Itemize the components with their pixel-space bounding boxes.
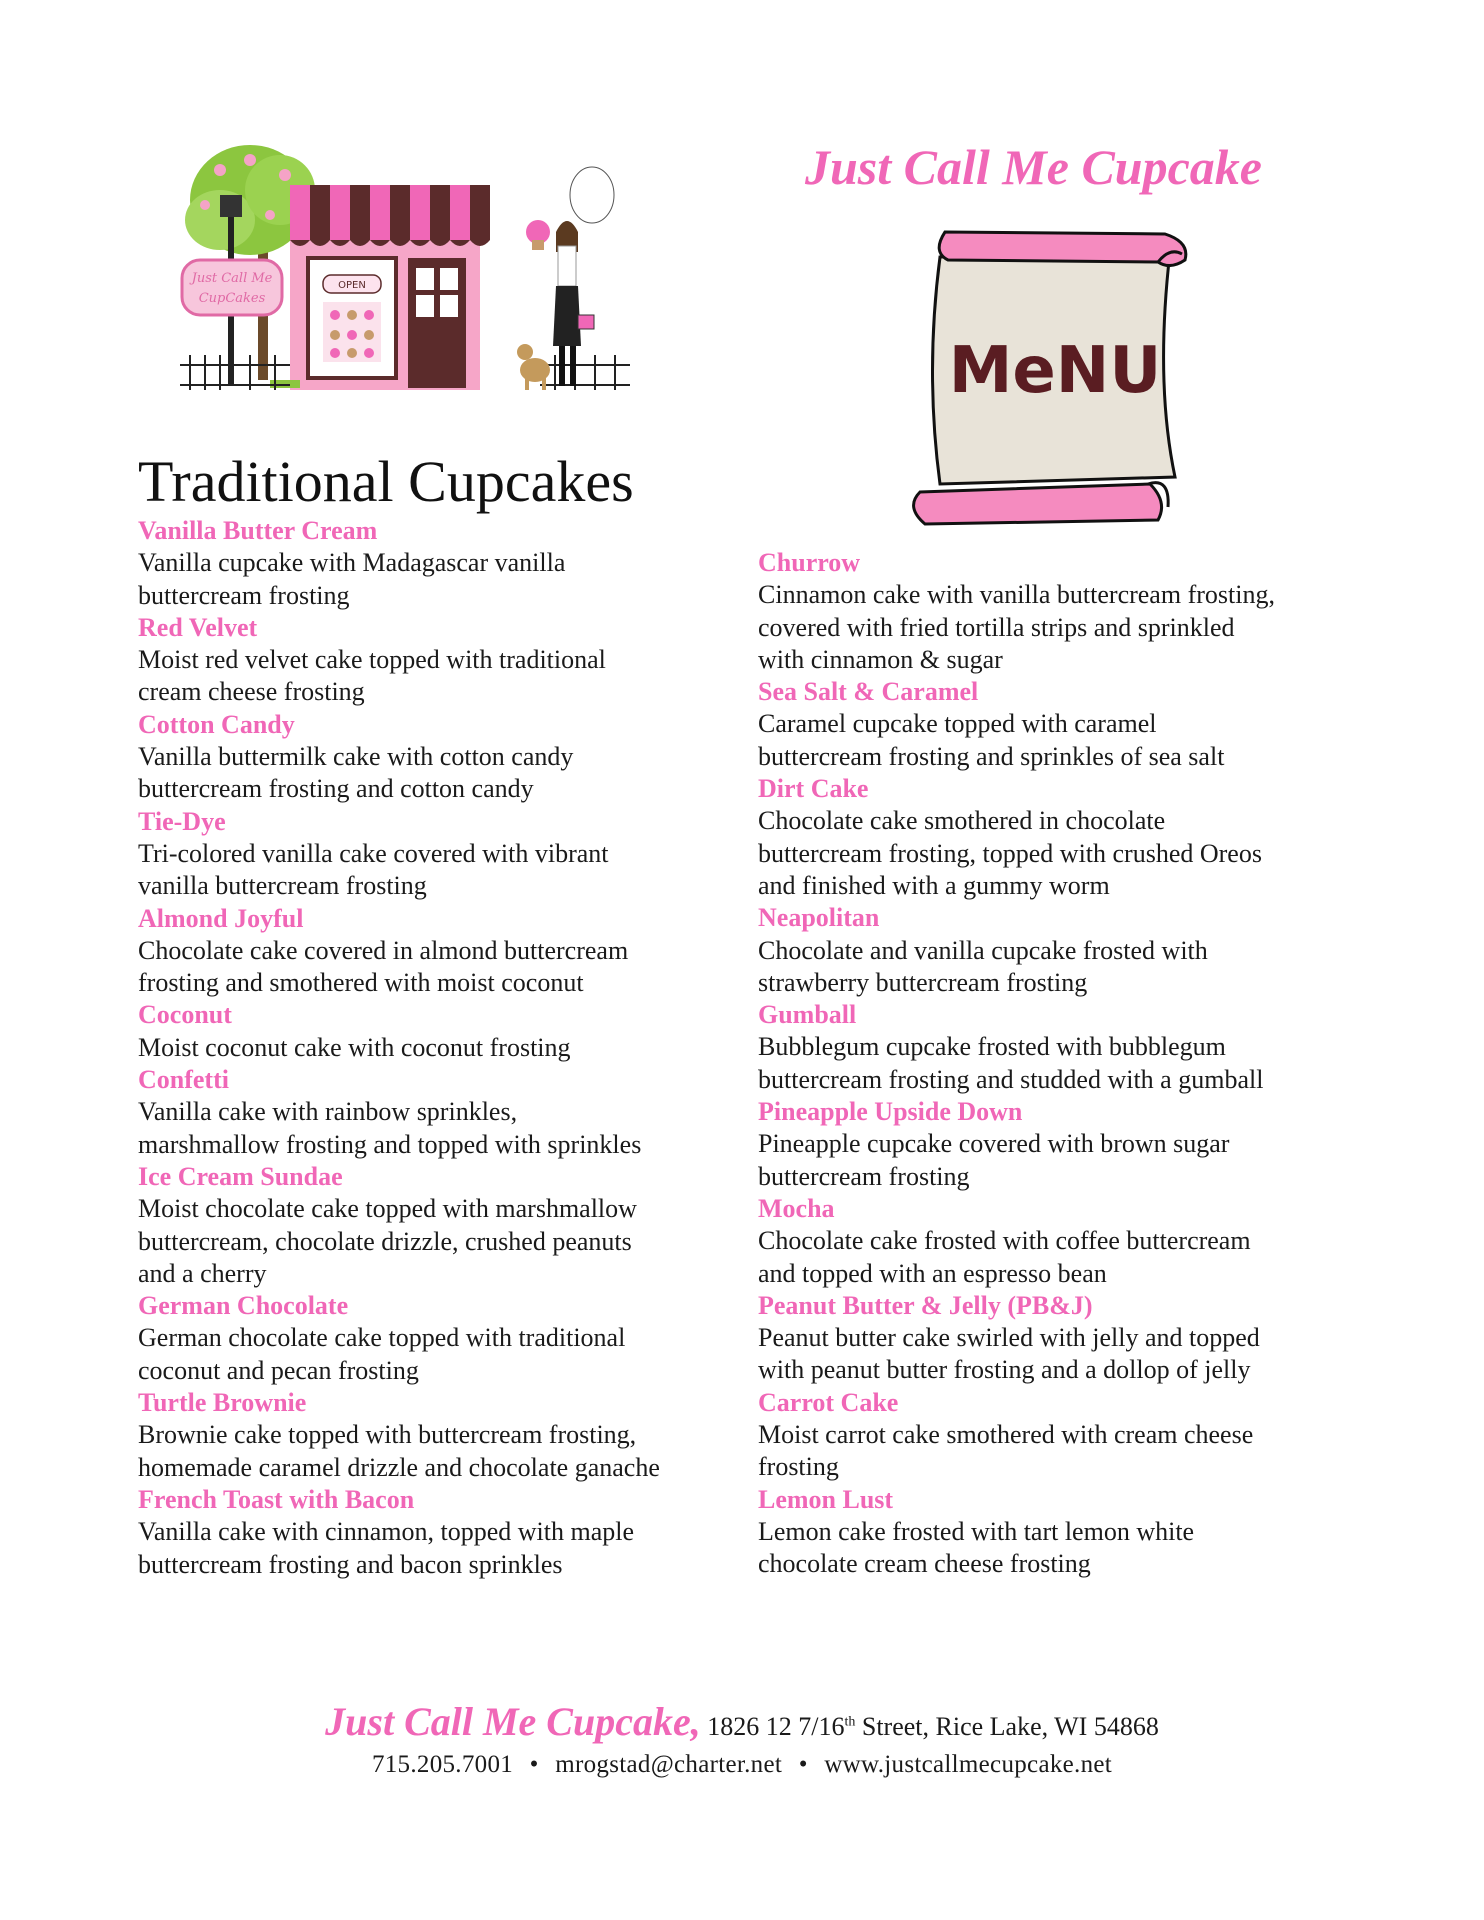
- menu-item-description: homemade caramel drizzle and chocolate ganache: [138, 1452, 660, 1482]
- menu-item: [138, 903, 738, 1000]
- menu-item-description: Chocolate cake smothered in chocolate: [758, 806, 1166, 836]
- menu-item-name: Carrot Cake: [758, 1387, 899, 1417]
- menu-item-description: Pineapple cupcake covered with brown sugar: [758, 1129, 1230, 1159]
- menu-item-description: Moist coconut cake with coconut frosting: [138, 1032, 571, 1062]
- menu-item-description: Peanut butter cake swirled with jelly and topped: [758, 1323, 1260, 1353]
- menu-column-left: [138, 515, 738, 1581]
- menu-item-description: Chocolate cake covered in almond buttercream: [138, 935, 629, 965]
- footer-separator: •: [529, 1751, 539, 1778]
- menu-item-description: marshmallow frosting and topped with sprinkles: [138, 1129, 642, 1159]
- menu-item: [138, 806, 738, 903]
- menu-item: [758, 1096, 1358, 1193]
- menu-item: [758, 676, 1358, 773]
- menu-item: [758, 902, 1358, 999]
- menu-item-description: buttercream frosting: [758, 1161, 970, 1191]
- menu-column-right: [758, 547, 1358, 1581]
- menu-item-description: Bubblegum cupcake frosted with bubblegum: [758, 1032, 1226, 1062]
- menu-item-description: Brownie cake topped with buttercream frosting,: [138, 1420, 637, 1450]
- menu-item-name: Pineapple Upside Down: [758, 1097, 1023, 1127]
- menu-item-name: Gumball: [758, 1000, 857, 1030]
- footer-email[interactable]: mrogstad@charter.net: [555, 1751, 783, 1778]
- menu-item-description: Moist chocolate cake topped with marshmallow: [138, 1194, 637, 1224]
- footer: [0, 1698, 1484, 1779]
- menu-item-description: buttercream frosting and studded with a gumball: [758, 1064, 1264, 1094]
- menu-item-description: Vanilla buttermilk cake with cotton candy: [138, 742, 574, 772]
- footer-address: 1826 12 7/16th Street, Rice Lake, WI 54868: [707, 1712, 1159, 1741]
- menu-item-description: chocolate cream cheese frosting: [758, 1549, 1091, 1579]
- menu-item-description: Moist carrot cake smothered with cream cheese: [758, 1420, 1254, 1450]
- menu-item-name: Tie-Dye: [138, 806, 226, 836]
- menu-item-name: Neapolitan: [758, 903, 880, 933]
- menu-item-description: coconut and pecan frosting: [138, 1355, 419, 1385]
- menu-item: [138, 1161, 738, 1290]
- menu-item-description: Chocolate and vanilla cupcake frosted with: [758, 935, 1208, 965]
- menu-item-description: buttercream frosting and cotton candy: [138, 774, 534, 804]
- menu-item-name: Almond Joyful: [138, 903, 304, 933]
- menu-item-description: with cinnamon & sugar: [758, 644, 1003, 674]
- menu-item-description: Caramel cupcake topped with caramel: [758, 709, 1157, 739]
- footer-brand: Just Call Me Cupcake,: [325, 1699, 701, 1744]
- menu-item-description: frosting: [758, 1452, 839, 1482]
- menu-item: [138, 709, 738, 806]
- menu-item: [758, 1290, 1358, 1387]
- footer-address-line: [0, 1698, 1484, 1745]
- menu-item: [758, 547, 1358, 676]
- menu-item-description: buttercream frosting and sprinkles of sea salt: [758, 741, 1225, 771]
- menu-item-description: frosting and smothered with moist coconut: [138, 968, 584, 998]
- menu-item-description: German chocolate cake topped with traditional: [138, 1323, 626, 1353]
- menu-item: [758, 999, 1358, 1096]
- menu-item: [758, 1387, 1358, 1484]
- menu-item-description: cream cheese frosting: [138, 677, 365, 707]
- menu-item-name: Turtle Brownie: [138, 1388, 307, 1418]
- menu-item-name: German Chocolate: [138, 1291, 349, 1321]
- menu-item-name: Sea Salt & Caramel: [758, 677, 979, 707]
- menu-item-name: Coconut: [138, 1000, 232, 1030]
- menu-item-description: buttercream, chocolate drizzle, crushed peanuts: [138, 1226, 632, 1256]
- footer-website[interactable]: www.justcallmecupcake.net: [824, 1751, 1113, 1778]
- menu-item: [138, 612, 738, 709]
- menu-item-name: Ice Cream Sundae: [138, 1161, 343, 1191]
- menu-item-description: Vanilla cake with rainbow sprinkles,: [138, 1097, 518, 1127]
- menu-item: [138, 1484, 738, 1581]
- menu-item-description: buttercream frosting, topped with crushed Oreos: [758, 838, 1262, 868]
- menu-item-description: strawberry buttercream frosting: [758, 967, 1088, 997]
- menu-item: [138, 1387, 738, 1484]
- menu-item: [138, 1290, 738, 1387]
- menu-item-name: Churrow: [758, 548, 861, 577]
- menu-item-description: buttercream frosting and bacon sprinkles: [138, 1549, 563, 1579]
- menu-item-description: and topped with an espresso bean: [758, 1258, 1107, 1288]
- shop-illustration: [180, 140, 630, 420]
- menu-item: [758, 1193, 1358, 1290]
- svg-text:CupCakes: CupCakes: [198, 291, 266, 306]
- menu-scroll-text: MeNU: [948, 334, 1162, 408]
- menu-item-description: Lemon cake frosted with tart lemon white: [758, 1516, 1195, 1546]
- menu-item-description: Vanilla cupcake with Madagascar vanilla: [138, 548, 566, 578]
- menu-item-description: and a cherry: [138, 1258, 267, 1288]
- menu-item-name: Lemon Lust: [758, 1484, 894, 1514]
- menu-item-name: Red Velvet: [138, 612, 258, 642]
- menu-item-name: Peanut Butter & Jelly (PB&J): [758, 1290, 1093, 1320]
- svg-text:OPEN: OPEN: [338, 280, 366, 291]
- footer-contact-line: [0, 1751, 1484, 1779]
- menu-item-name: Dirt Cake: [758, 774, 869, 804]
- menu-item-description: covered with fried tortilla strips and sprinkled: [758, 612, 1235, 642]
- footer-separator: •: [798, 1751, 808, 1778]
- brand-title: Just Call Me Cupcake: [805, 139, 1262, 195]
- menu-item: [138, 515, 738, 612]
- menu-item-description: vanilla buttercream frosting: [138, 871, 427, 901]
- menu-item-description: Tri-colored vanilla cake covered with vibrant: [138, 838, 609, 868]
- shop-sign-text: Just Call Me: [191, 271, 273, 286]
- menu-item-description: buttercream frosting: [138, 580, 350, 610]
- menu-item-name: Mocha: [758, 1193, 835, 1223]
- menu-item-name: French Toast with Bacon: [138, 1484, 415, 1514]
- section-title: Traditional Cupcakes: [138, 449, 634, 514]
- menu-item-description: Cinnamon cake with vanilla buttercream frosting,: [758, 580, 1275, 610]
- menu-item: [138, 1064, 738, 1161]
- footer-phone: 715.205.7001: [371, 1751, 514, 1778]
- menu-item-description: with peanut butter frosting and a dollop of jelly: [758, 1355, 1251, 1385]
- menu-item-name: Confetti: [138, 1065, 229, 1095]
- menu-item-name: Cotton Candy: [138, 709, 295, 739]
- menu-scroll-graphic: [900, 222, 1200, 527]
- menu-item-description: and finished with a gummy worm: [758, 870, 1110, 900]
- menu-item-description: Vanilla cake with cinnamon, topped with maple: [138, 1517, 635, 1547]
- menu-item: [758, 1484, 1358, 1581]
- menu-item-description: Moist red velvet cake topped with traditional: [138, 645, 606, 675]
- menu-item: [758, 773, 1358, 902]
- menu-item: [138, 999, 738, 1064]
- menu-item-name: Vanilla Butter Cream: [138, 516, 378, 545]
- menu-item-description: Chocolate cake frosted with coffee buttercream: [758, 1226, 1251, 1256]
